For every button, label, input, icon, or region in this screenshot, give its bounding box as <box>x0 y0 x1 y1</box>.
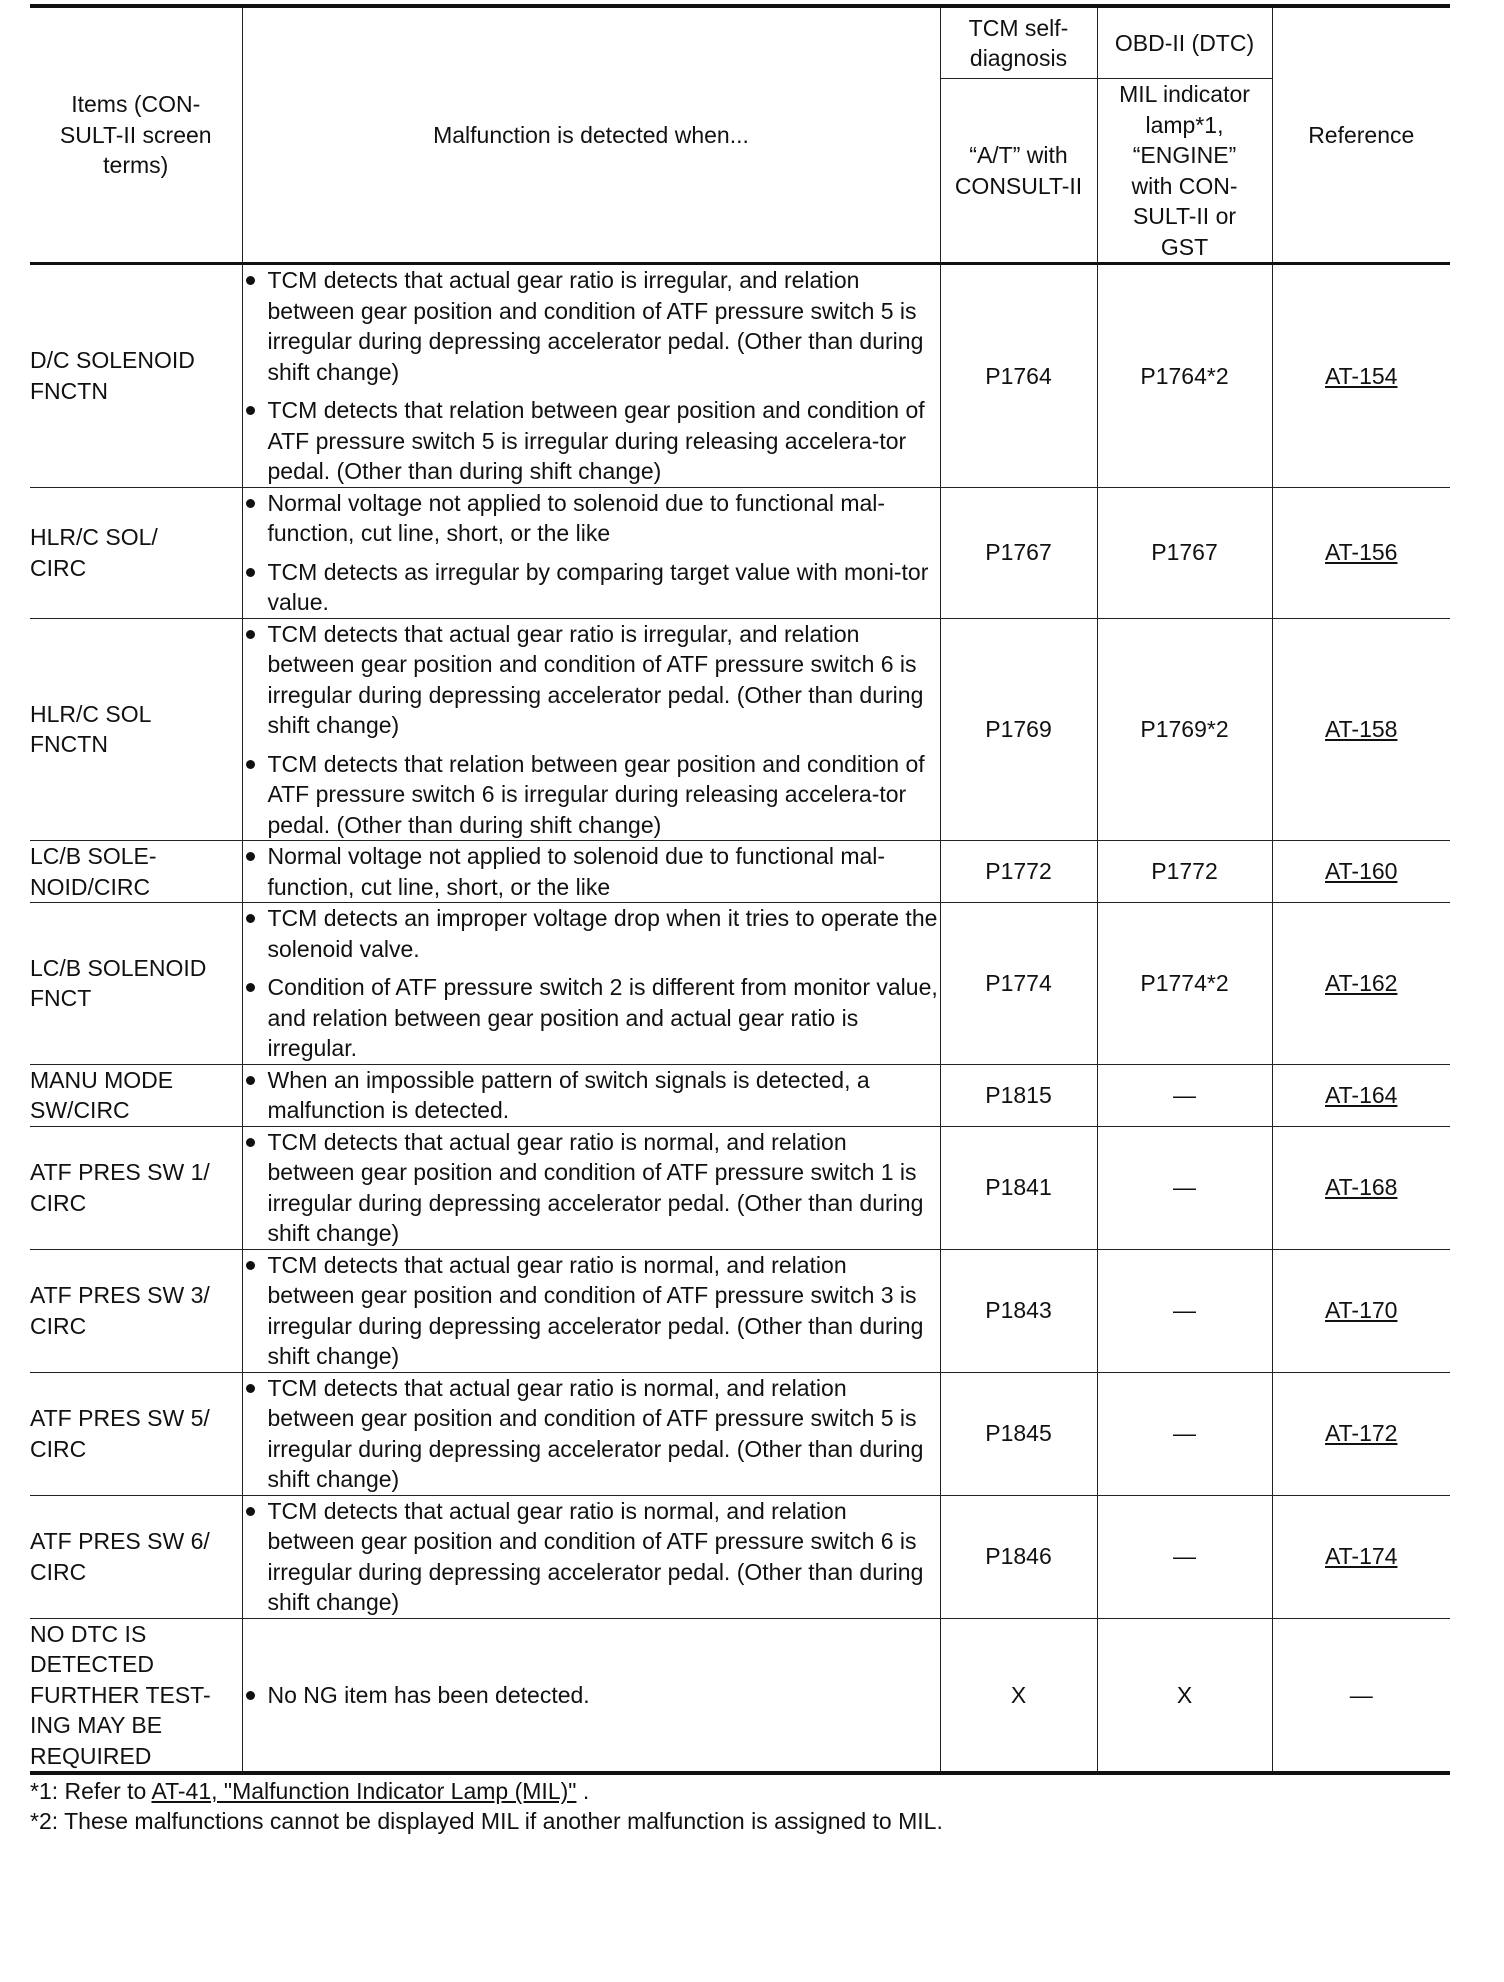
condition-bullet: TCM detects as irregular by comparing target value with moni-tor value. <box>243 557 940 618</box>
reference-link[interactable]: AT-168 <box>1325 1174 1398 1201</box>
reference-cell <box>1272 618 1450 841</box>
condition-bullet: TCM detects that relation between gear position and condition of ATF pressure switch 6 is irregular during releasing accelera-tor pedal. (Other than during shift change) <box>243 749 940 841</box>
condition-cell <box>242 1372 940 1495</box>
obd-dtc: P1767 <box>1097 487 1272 618</box>
obd-dtc: P1769*2 <box>1097 618 1272 841</box>
condition-cell <box>242 264 940 488</box>
footnote-1: *1: Refer to AT-41, "Malfunction Indicator Lamp (MIL)" . <box>30 1778 590 1804</box>
obd-dtc: — <box>1097 1249 1272 1372</box>
header-reference: Reference <box>1272 6 1450 264</box>
item-cell: D/C SOLENOID FNCTN <box>30 264 242 488</box>
item-cell: LC/B SOLENOID FNCT <box>30 903 242 1065</box>
tcm-code: P1769 <box>940 618 1097 841</box>
obd-dtc: — <box>1097 1372 1272 1495</box>
dtc-table <box>30 4 1450 1775</box>
tcm-code: P1841 <box>940 1126 1097 1249</box>
reference-link[interactable]: AT-158 <box>1325 716 1398 742</box>
table-row <box>30 1064 1450 1126</box>
reference-cell <box>1272 1372 1450 1495</box>
footnote-1-link[interactable]: AT-41, "Malfunction Indicator Lamp (MIL)" <box>151 1778 577 1804</box>
table-row <box>30 1495 1450 1618</box>
obd-dtc: P1774*2 <box>1097 903 1272 1065</box>
header-mil-indicator: MIL indicator lamp*1, “ENGINE” with CON- SULT-II or GST <box>1097 79 1272 264</box>
reference-link[interactable]: AT-156 <box>1325 539 1398 566</box>
condition-bullet: When an impossible pattern of switch signals is detected, a malfunction is detected. <box>243 1065 940 1126</box>
condition-bullet: Normal voltage not applied to solenoid due to functional mal-function, cut line, short, or the like <box>243 488 940 549</box>
condition-bullet: TCM detects that relation between gear position and condition of ATF pressure switch 5 is irregular during releasing accelera-tor pedal. (Other than during shift change) <box>243 395 940 487</box>
tcm-code: P1764 <box>940 264 1097 488</box>
reference-link[interactable]: AT-160 <box>1325 858 1398 885</box>
obd-dtc: X <box>1097 1618 1272 1773</box>
tcm-code: X <box>940 1618 1097 1773</box>
reference-cell <box>1272 1249 1450 1372</box>
table-row <box>30 841 1450 903</box>
condition-bullet: Condition of ATF pressure switch 2 is different from monitor value, and relation between gear position and actual gear ratio is irregular. <box>243 972 940 1064</box>
reference-cell <box>1272 264 1450 488</box>
table-row <box>30 264 1450 488</box>
condition-cell <box>242 1249 940 1372</box>
table-row <box>30 1126 1450 1249</box>
header-malfunction: Malfunction is detected when... <box>242 6 940 264</box>
tcm-code: P1774 <box>940 903 1097 1065</box>
reference-link[interactable]: AT-172 <box>1325 1420 1398 1447</box>
tcm-code: P1846 <box>940 1495 1097 1618</box>
table-row <box>30 1249 1450 1372</box>
obd-dtc: — <box>1097 1064 1272 1126</box>
condition-cell <box>242 618 940 841</box>
condition-cell <box>242 487 940 618</box>
condition-cell <box>242 1618 940 1773</box>
item-cell: LC/B SOLE- NOID/CIRC <box>30 841 242 903</box>
table-row <box>30 1618 1450 1773</box>
item-cell: MANU MODE SW/CIRC <box>30 1064 242 1126</box>
condition-bullet: Normal voltage not applied to solenoid due to functional mal-function, cut line, short, or the like <box>243 841 940 902</box>
table-row <box>30 487 1450 618</box>
table-row <box>30 903 1450 1065</box>
reference-cell <box>1272 1064 1450 1126</box>
item-cell: ATF PRES SW 5/ CIRC <box>30 1372 242 1495</box>
tcm-code: P1815 <box>940 1064 1097 1126</box>
condition-cell <box>242 1064 940 1126</box>
reference-link[interactable]: AT-162 <box>1325 970 1398 996</box>
condition-cell <box>242 841 940 903</box>
reference-cell <box>1272 487 1450 618</box>
table-row <box>30 1372 1450 1495</box>
condition-bullet: TCM detects that actual gear ratio is irregular, and relation between gear position and condition of ATF pressure switch 5 is irregular during depressing accelerator pedal. (Other than during shift change) <box>243 265 940 387</box>
condition-cell <box>242 1495 940 1618</box>
tcm-code: P1843 <box>940 1249 1097 1372</box>
item-cell: ATF PRES SW 6/ CIRC <box>30 1495 242 1618</box>
condition-cell <box>242 1126 940 1249</box>
footnote-2: *2: These malfunctions cannot be displayed MIL if another malfunction is assigned to MIL. <box>30 1808 943 1834</box>
condition-cell <box>242 903 940 1065</box>
obd-dtc: P1772 <box>1097 841 1272 903</box>
condition-bullet: No NG item has been detected. <box>243 1680 940 1711</box>
obd-dtc: — <box>1097 1126 1272 1249</box>
header-items: Items (CON- SULT-II screen terms) <box>30 6 242 264</box>
table-row <box>30 618 1450 841</box>
tcm-code: P1772 <box>940 841 1097 903</box>
item-cell: HLR/C SOL/ CIRC <box>30 487 242 618</box>
header-obd-dtc: OBD-II (DTC) <box>1097 6 1272 79</box>
reference-cell <box>1272 841 1450 903</box>
item-cell: ATF PRES SW 1/ CIRC <box>30 1126 242 1249</box>
item-cell: ATF PRES SW 3/ CIRC <box>30 1249 242 1372</box>
reference-cell <box>1272 1126 1450 1249</box>
condition-bullet: TCM detects that actual gear ratio is normal, and relation between gear position and condition of ATF pressure switch 6 is irregular during depressing accelerator pedal. (Other than during shift change) <box>243 1496 940 1618</box>
reference-link[interactable]: AT-164 <box>1325 1081 1398 1108</box>
reference-link[interactable]: AT-174 <box>1325 1543 1398 1570</box>
page <box>30 4 1450 1836</box>
item-cell: HLR/C SOL FNCTN <box>30 618 242 841</box>
header-at-with-consult: “A/T” with CONSULT-II <box>940 79 1097 264</box>
reference-cell: — <box>1272 1618 1450 1773</box>
condition-bullet: TCM detects that actual gear ratio is normal, and relation between gear position and condition of ATF pressure switch 1 is irregular during depressing accelerator pedal. (Other than during shift change) <box>243 1127 940 1249</box>
reference-cell <box>1272 903 1450 1065</box>
condition-bullet: TCM detects an improper voltage drop when it tries to operate the solenoid valve. <box>243 903 940 964</box>
condition-bullet: TCM detects that actual gear ratio is normal, and relation between gear position and condition of ATF pressure switch 3 is irregular during depressing accelerator pedal. (Other than during shift change) <box>243 1250 940 1372</box>
reference-cell <box>1272 1495 1450 1618</box>
header-tcm-self-diagnosis: TCM self- diagnosis <box>940 6 1097 79</box>
item-cell: NO DTC IS DETECTED FURTHER TEST- ING MAY BE REQUIRED <box>30 1618 242 1773</box>
condition-bullet: TCM detects that actual gear ratio is irregular, and relation between gear position and condition of ATF pressure switch 6 is irregular during depressing accelerator pedal. (Other than during shift change) <box>243 619 940 741</box>
reference-link[interactable]: AT-154 <box>1325 362 1398 389</box>
tcm-code: P1845 <box>940 1372 1097 1495</box>
footnotes <box>30 1776 1450 1836</box>
reference-link[interactable]: AT-170 <box>1325 1297 1398 1324</box>
condition-bullet: TCM detects that actual gear ratio is normal, and relation between gear position and condition of ATF pressure switch 5 is irregular during depressing accelerator pedal. (Other than during shift change) <box>243 1373 940 1495</box>
tcm-code: P1767 <box>940 487 1097 618</box>
obd-dtc: — <box>1097 1495 1272 1618</box>
obd-dtc: P1764*2 <box>1097 264 1272 488</box>
